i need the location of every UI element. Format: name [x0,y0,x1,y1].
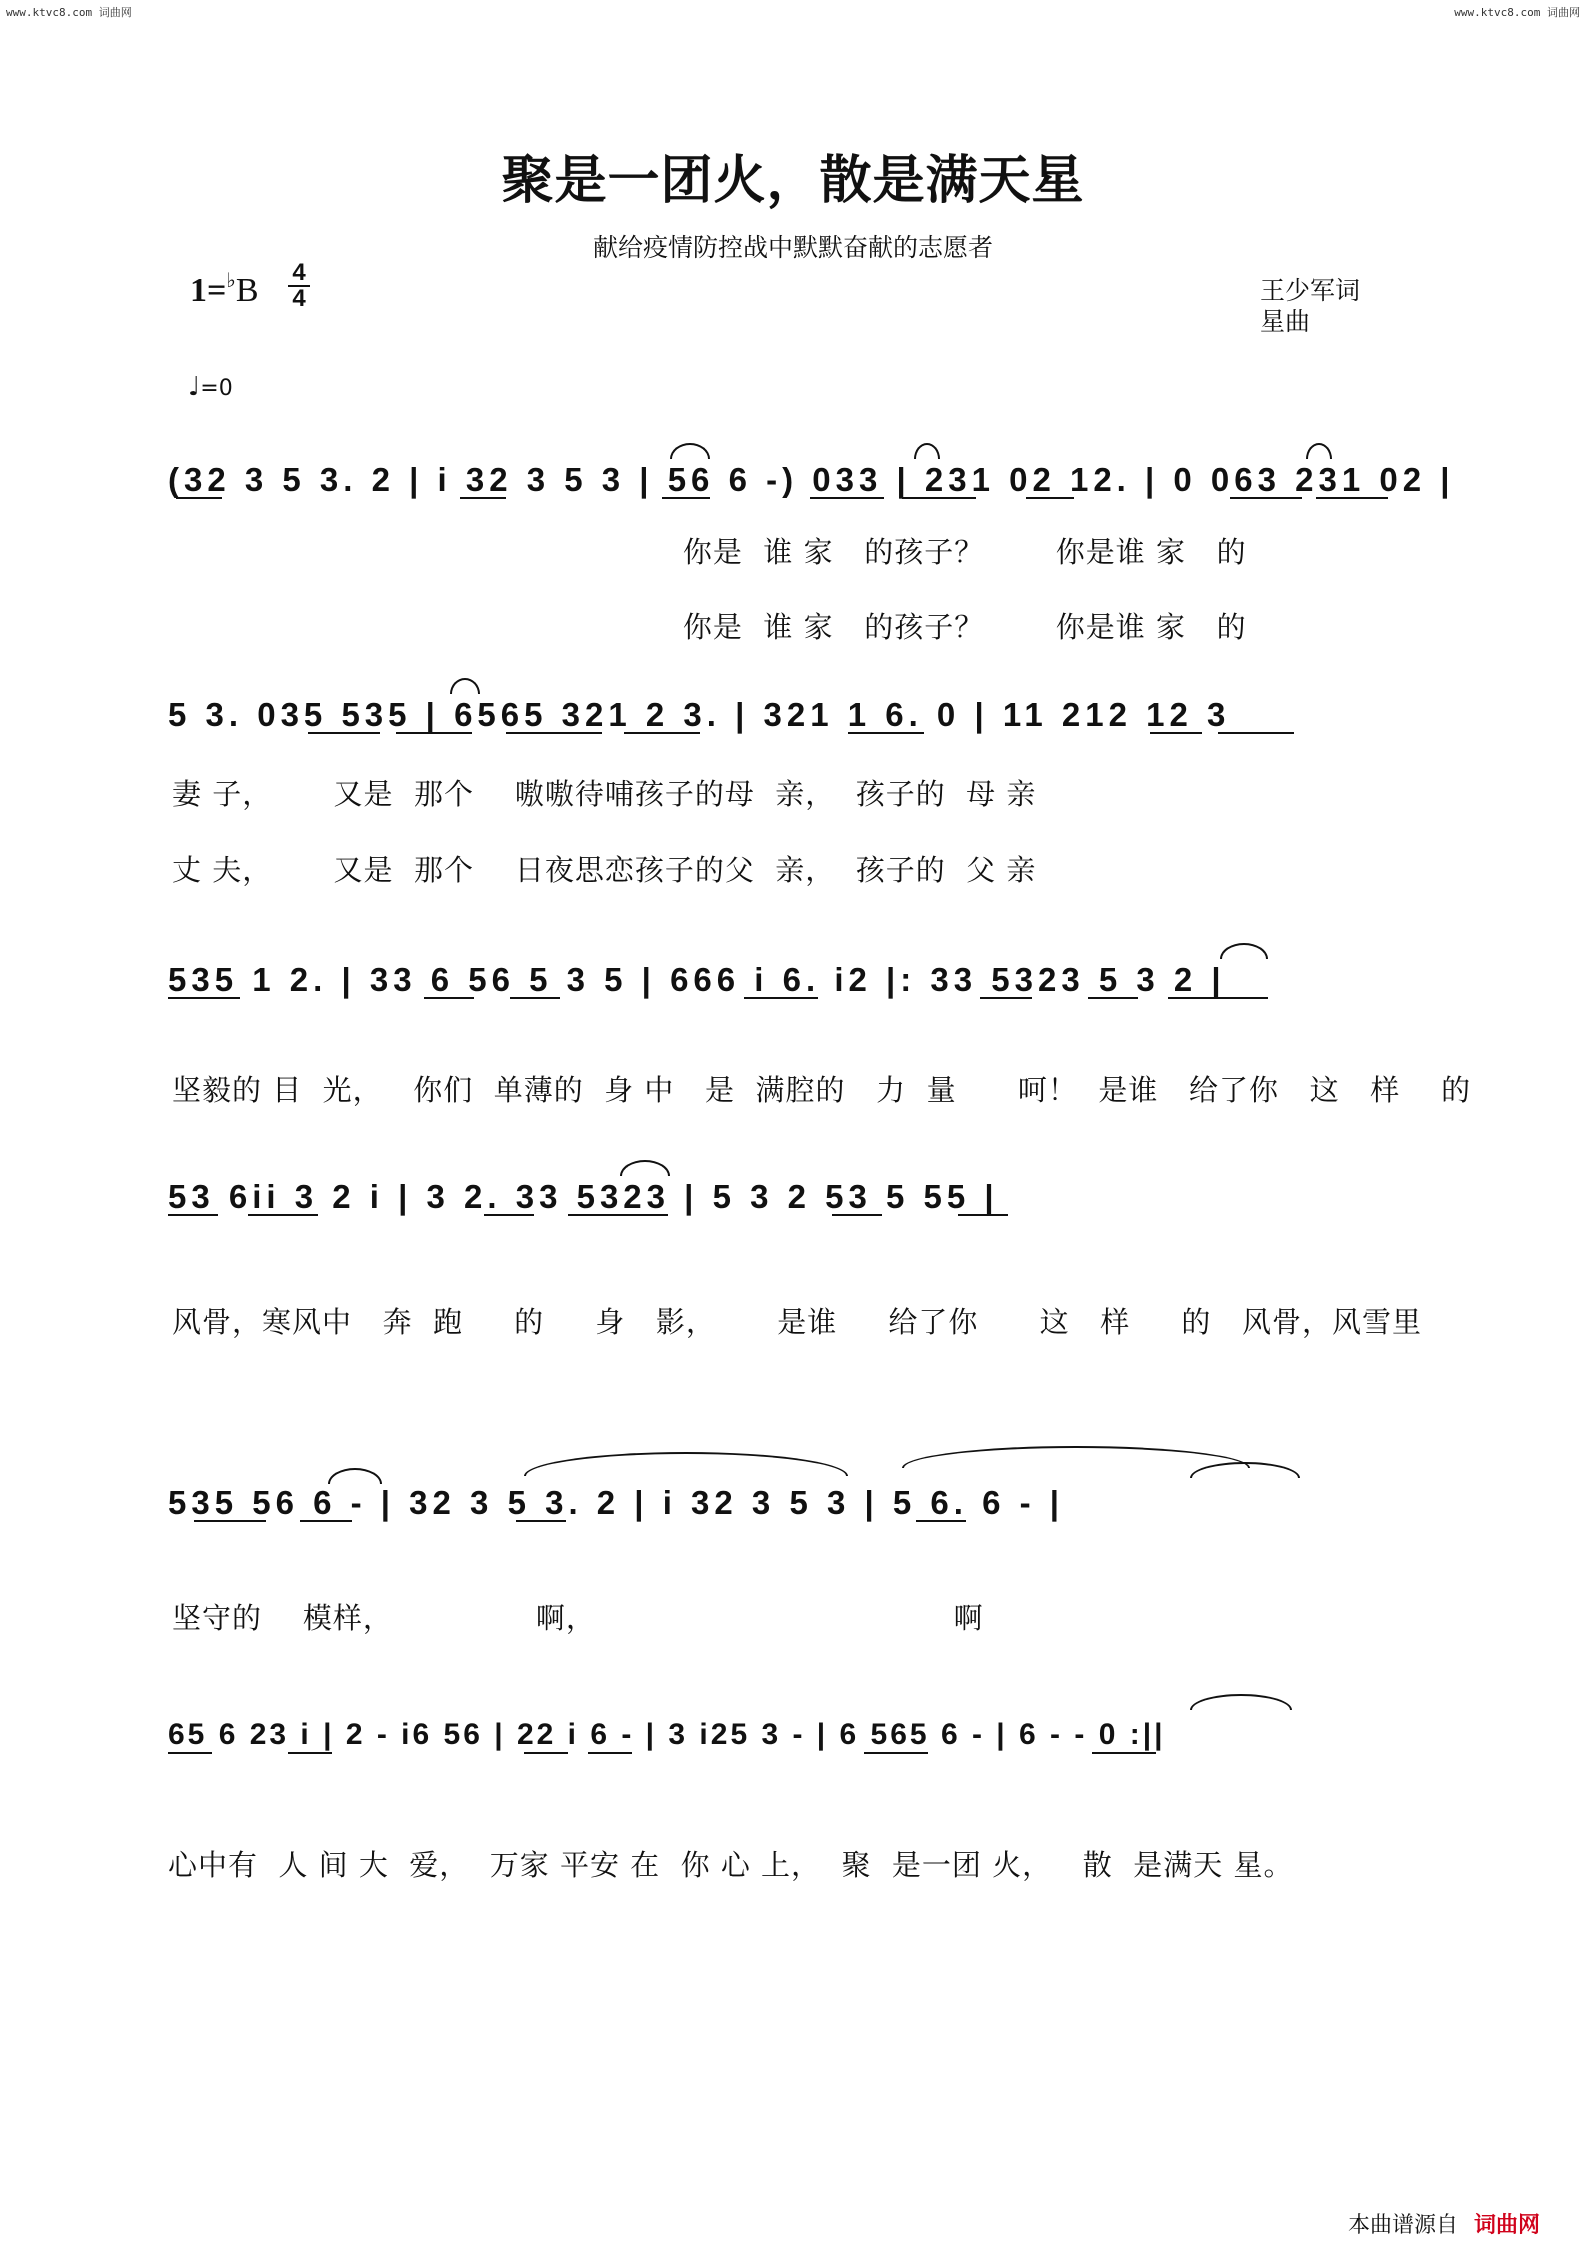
beam-underline [1218,732,1294,734]
beam-underline [916,1520,966,1522]
beam-underline [810,497,884,499]
beam-underline [864,1752,928,1754]
beam-underline [300,1520,352,1522]
beam-underline [524,1752,568,1754]
beam-underline [588,1752,632,1754]
notation-line: 53 6ii 3 2 i | 3 2. 33 5323 | 5 3 2 53 5 55 | [168,1178,999,1215]
quarter-note-icon: ♩ [188,372,201,402]
credits [1260,275,1360,337]
song-title: 聚是一团火，散是满天星 [501,151,1085,211]
beam-underline [506,732,602,734]
score-system-3 [168,945,1440,1015]
beam-underline [424,997,474,999]
source-credit [1348,2208,1540,2239]
site-watermark-left: www.ktvc8.com 词曲网 [6,6,132,19]
score-system-1 [168,445,1455,515]
brand-logo: 词曲网 [1473,2213,1540,2238]
slur [524,1452,848,1476]
beam-underline [168,1752,212,1754]
beam-underline [848,732,924,734]
notation-line: 5 3. 035 535 | 6565 321 2 3. | 321 1 6. 0 | 11 212 12 3 [168,696,1231,733]
notation-line: 535 1 2. | 33 6 56 5 3 5 | 666 i 6. i2 |: 33 5323 5 3 2 | [168,961,1226,998]
lyric-line: 风骨，寒风中 奔 跑 的 身 影， 是谁 给了你 这 样 的 风骨，风雪里 [172,1305,1423,1339]
source-credit-text: 本曲谱源自 [1347,2213,1458,2238]
beam-underline [662,497,710,499]
beam-underline [832,1214,882,1216]
time-signature-top: 4 [292,259,306,286]
time-signature [288,259,310,312]
score-system-5 [168,1468,1440,1538]
slur [902,1446,1250,1468]
key-note: B [235,272,259,309]
lyric-line: 心中有 人 间 大 爱， 万家 平安 在 你 心 上， 聚 是一团 火， 散 是满天 星。 [168,1848,1294,1882]
score-system-6 [168,1700,1440,1770]
lyric-line: 坚毅的 目 光， 你们 单薄的 身 中 是 满腔的 力 量 呵！ 是谁 给了你 这 样 的 [172,1073,1472,1107]
beam-underline [248,1214,318,1216]
tempo-marking [188,372,233,402]
lyric-line: 丈 夫， 又是 那个 日夜思恋孩子的父 亲， 孩子的 父 亲 [172,853,1037,887]
beam-underline [1168,997,1268,999]
beam-underline [194,1520,266,1522]
beam-underline [176,497,222,499]
beam-underline [510,997,560,999]
tempo-value: =0 [200,376,233,401]
beam-underline [1230,497,1302,499]
slur [1190,1694,1292,1710]
beam-underline [1150,732,1202,734]
lyric-line: 你是 谁 家 的孩子？ 你是谁 家 的 [172,610,1247,644]
key-prefix: 1= [190,272,227,309]
notation-line: 535 56 6 - | 32 3 5 3. 2 | i 32 3 5 3 | 5 6. 6 - | [168,1484,1065,1521]
beam-underline [1092,1752,1156,1754]
notation-line: 65 6 23 i | 2 - i6 56 | 22 i 6 - | 3 i25 3 - | 6 565 6 - | 6 - - 0 :|| [168,1718,1166,1751]
notation-line: (32 3 5 3. 2 | i 32 3 5 3 | 56 6 -) 033 | 231 02 12. | 0 063 231 02 | [168,461,1455,498]
lyric-line: 坚守的 模样， 啊， 啊 [172,1601,984,1635]
flat-sign: ♭ [226,270,236,292]
beam-underline [484,1214,534,1216]
beam-underline [460,497,506,499]
song-subtitle: 献给疫情防控战中默默奋献的志愿者 [592,233,993,262]
beam-underline [624,732,700,734]
lyric-line: 你是 谁 家 的孩子？ 你是谁 家 的 [172,535,1247,569]
beam-underline [744,997,818,999]
beam-underline [168,997,240,999]
lyricist-credit: 王少军词 [1260,276,1361,305]
beam-underline [1026,497,1074,499]
beam-underline [168,1214,218,1216]
score-system-2 [168,680,1440,750]
score-system-4 [168,1162,1440,1232]
beam-underline [958,1214,1008,1216]
slur [1220,943,1268,959]
beam-underline [902,497,976,499]
key-signature [190,268,259,310]
beam-underline [980,997,1032,999]
lyric-line: 妻 子， 又是 那个 嗷嗷待哺孩子的母 亲， 孩子的 母 亲 [172,777,1037,811]
beam-underline [516,1520,566,1522]
beam-underline [1088,997,1138,999]
beam-underline [308,732,380,734]
beam-underline [1316,497,1388,499]
site-watermark-right: www.ktvc8.com 词曲网 [1454,6,1580,19]
beam-underline [288,1752,332,1754]
beam-underline [568,1214,668,1216]
beam-underline [396,732,472,734]
composer-credit: 星曲 [1260,307,1311,336]
time-signature-bottom: 4 [292,285,306,312]
